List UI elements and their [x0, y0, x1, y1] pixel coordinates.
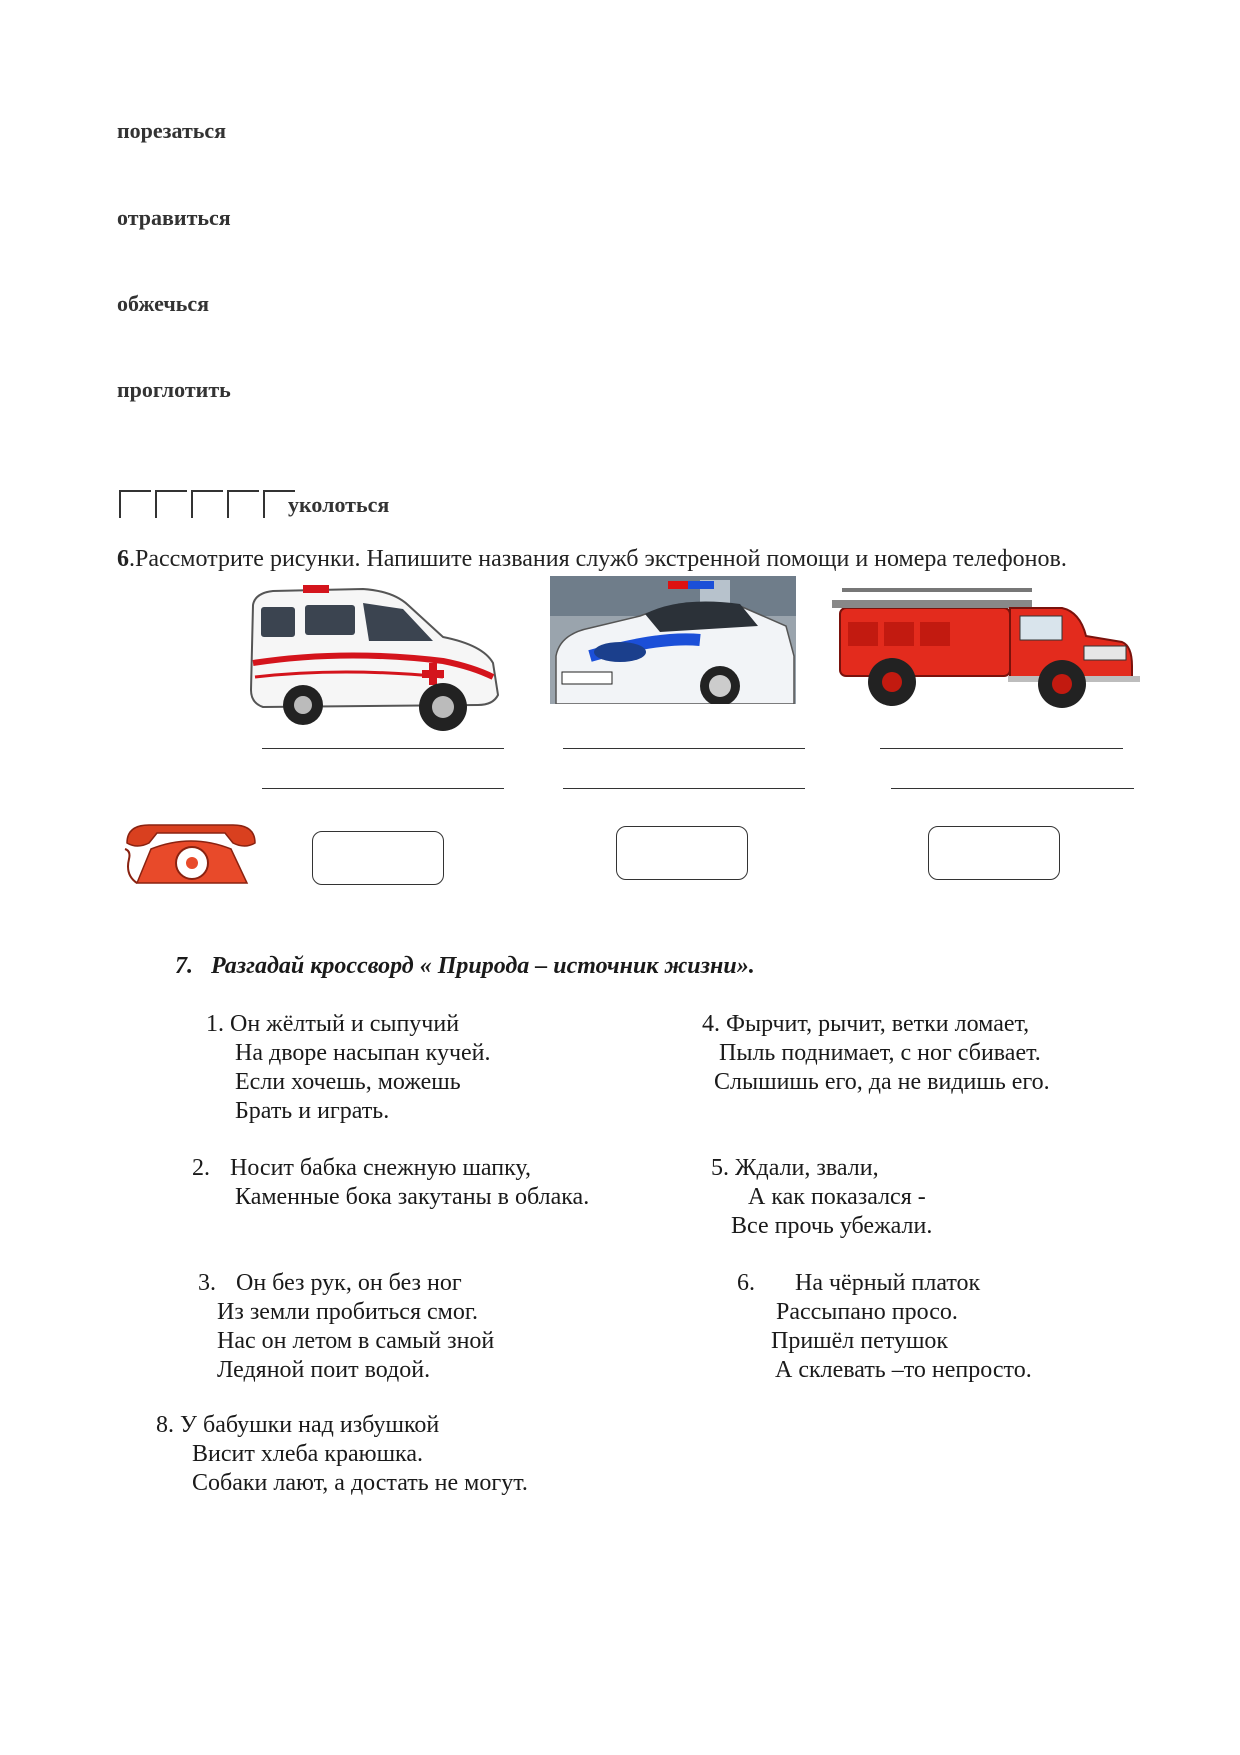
- answer-line[interactable]: [262, 748, 504, 749]
- answer-boxes: [119, 490, 299, 522]
- riddle-line: Слышишь его, да не видишь его.: [714, 1069, 1050, 1095]
- riddle-line: Висит хлеба краюшка.: [192, 1441, 423, 1467]
- riddle-number: 2.: [192, 1155, 210, 1181]
- riddle-line: На чёрный платок: [795, 1270, 981, 1296]
- task7-title: Разгадай кроссворд « Природа – источник жизни».: [211, 953, 755, 979]
- riddle-line: На дворе насыпан кучей.: [235, 1040, 491, 1066]
- riddle-6: [737, 1269, 1032, 1385]
- riddle-line: Собаки лают, а достать не могут.: [192, 1470, 528, 1496]
- answer-box[interactable]: [119, 490, 151, 518]
- answer-box[interactable]: [227, 490, 259, 518]
- task6-number: 6: [117, 546, 129, 572]
- riddle-line: Фырчит, рычит, ветки ломает,: [726, 1011, 1030, 1037]
- riddle-3: [198, 1269, 495, 1385]
- word-cut: порезаться: [117, 118, 227, 143]
- word-burn: обжечься: [117, 291, 210, 316]
- ambulance-number-box[interactable]: [312, 831, 444, 885]
- police-car-icon: [550, 576, 796, 704]
- fire-number-box[interactable]: [928, 826, 1060, 880]
- riddle-number: 3.: [198, 1270, 216, 1296]
- word-poison: отравиться: [117, 205, 231, 230]
- word-swallow: проглотить: [117, 377, 231, 402]
- riddle-line: Он без рук, он без ног: [236, 1270, 462, 1296]
- riddle-number: 5.: [711, 1155, 729, 1181]
- riddle-2: [192, 1154, 590, 1212]
- riddle-line: Брать и играть.: [235, 1098, 390, 1124]
- answer-line[interactable]: [880, 748, 1123, 749]
- answer-box[interactable]: [155, 490, 187, 518]
- riddle-line: Ледяной поит водой.: [217, 1357, 431, 1383]
- riddle-number: 8.: [156, 1412, 174, 1438]
- riddle-line: Пришёл петушок: [771, 1328, 949, 1354]
- riddle-line: Все прочь убежали.: [731, 1213, 933, 1239]
- riddle-number: 1.: [206, 1011, 224, 1037]
- riddle-line: Ждали, звали,: [735, 1155, 879, 1181]
- task6-text: .Рассмотрите рисунки. Напишите названия служб экстренной помощи и номера телефонов.: [129, 546, 1067, 572]
- answer-box[interactable]: [191, 490, 223, 518]
- riddle-line: А склевать –то непросто.: [775, 1357, 1032, 1383]
- answer-line[interactable]: [262, 788, 504, 789]
- ambulance-van-icon: [243, 585, 505, 733]
- task6-instruction: [117, 546, 1067, 573]
- task7-heading: [175, 953, 755, 980]
- riddle-5: [711, 1154, 933, 1241]
- riddle-line: Носит бабка снежную шапку,: [230, 1155, 532, 1181]
- task7-number: 7.: [175, 953, 193, 979]
- riddle-line: Из земли пробиться смог.: [217, 1299, 478, 1325]
- riddle-line: А как показался -: [748, 1184, 926, 1210]
- riddle-line: Рассыпано просо.: [776, 1299, 958, 1325]
- word-prick: уколоться: [288, 492, 390, 517]
- answer-line[interactable]: [563, 748, 805, 749]
- riddle-1: [206, 1010, 491, 1126]
- answer-line[interactable]: [563, 788, 805, 789]
- riddle-line: Каменные бока закутаны в облака.: [235, 1184, 590, 1210]
- riddle-line: У бабушки над избушкой: [180, 1412, 440, 1438]
- riddle-number: 6.: [737, 1270, 755, 1296]
- red-rotary-telephone-icon: [121, 819, 263, 889]
- riddle-8: [156, 1411, 528, 1498]
- riddle-line: Пыль поднимает, с ног сбивает.: [719, 1040, 1041, 1066]
- riddle-number: 4.: [702, 1011, 720, 1037]
- fire-truck-icon: [832, 582, 1140, 712]
- answer-line[interactable]: [891, 788, 1134, 789]
- police-number-box[interactable]: [616, 826, 748, 880]
- riddle-line: Нас он летом в самый зной: [217, 1328, 495, 1354]
- riddle-4: [702, 1010, 1050, 1097]
- riddle-line: Он жёлтый и сыпучий: [230, 1011, 460, 1037]
- riddle-line: Если хочешь, можешь: [235, 1069, 461, 1095]
